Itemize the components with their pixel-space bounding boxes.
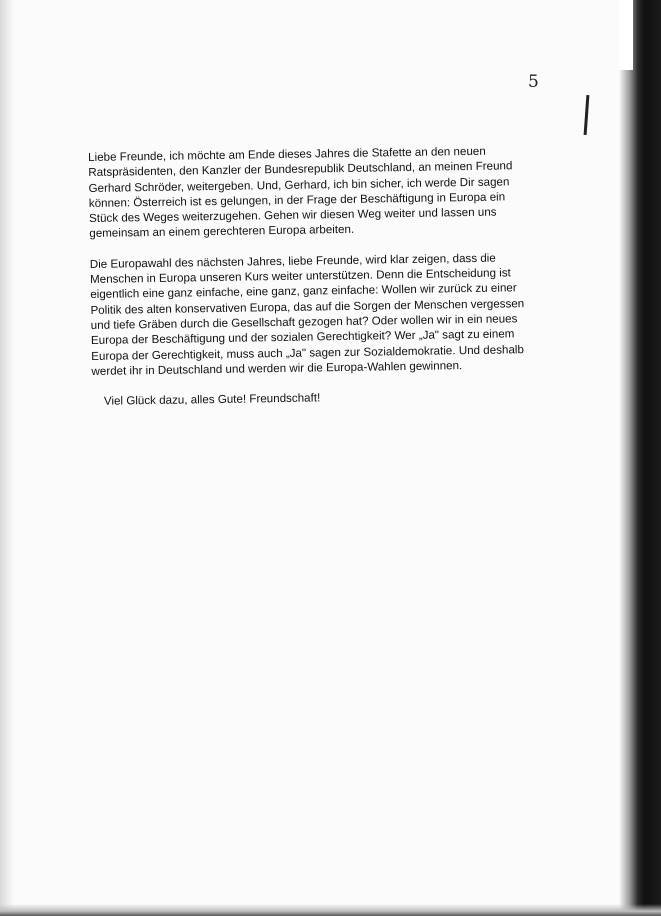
- scan-edge-left: [0, 0, 14, 916]
- margin-mark: [584, 95, 590, 135]
- text-line: Gerhard Schröder, weitergeben. Und, Gerhard, ich bin sicher, ich werde Dir sagen: [88, 174, 510, 195]
- text-line: Europa der Gerechtigkeit, muss auch „Ja" sagen zur Sozialdemokratie. Und deshalb: [91, 342, 524, 363]
- text-line: Stück des Weges weiterzugehen. Gehen wir diesen Weg weiter und lassen uns: [88, 205, 497, 226]
- text-line: können: Österreich ist es gelungen, in der Frage der Beschäftigung in Europa ein: [88, 190, 506, 210]
- text-line: Menschen in Europa unseren Kurs weiter unterstützen. Denn die Entscheidung ist: [89, 266, 511, 287]
- text-line: eigentlich eine ganz einfache, eine ganz, ganz einfache: Wollen wir zurück zu einer: [90, 281, 517, 302]
- text-line: werdet ihr in Deutschland und werden wir die Europa-Wahlen gewinnen.: [91, 359, 463, 378]
- scan-edge-right-top: [619, 0, 633, 70]
- page-number: 5: [528, 72, 539, 92]
- scan-edge-right: [619, 0, 661, 916]
- paragraph-1: [88, 143, 549, 242]
- text-line: Liebe Freunde, ich möchte am Ende dieses Jahres die Stafette an den neuen: [88, 144, 486, 164]
- text-line: Ratspräsidenten, den Kanzler der Bundesrepublik Deutschland, an meinen Freund: [88, 159, 513, 180]
- closing-line: Viel Glück dazu, alles Gute! Freundschaft!: [103, 391, 321, 408]
- text-line: Politik des alten konservativen Europa, das auf die Sorgen der Menschen vergessen: [90, 296, 525, 317]
- text-line: Europa der Beschäftigung und der sozialen Gerechtigkeit? Wer „Ja" sagt zu einem: [90, 327, 515, 348]
- paragraph-2: [90, 250, 552, 380]
- scan-edge-bottom: [0, 904, 661, 916]
- text-line: und tiefe Gräben durch die Gesellschaft gezogen hat? Oder wollen wir in ein neues: [90, 312, 518, 332]
- speech-text: [88, 143, 552, 425]
- text-line: gemeinsam an einem gerechteren Europa arbeiten.: [89, 223, 355, 241]
- text-line: Die Europawahl des nächsten Jahres, liebe Freunde, wird klar zeigen, dass die: [89, 251, 496, 271]
